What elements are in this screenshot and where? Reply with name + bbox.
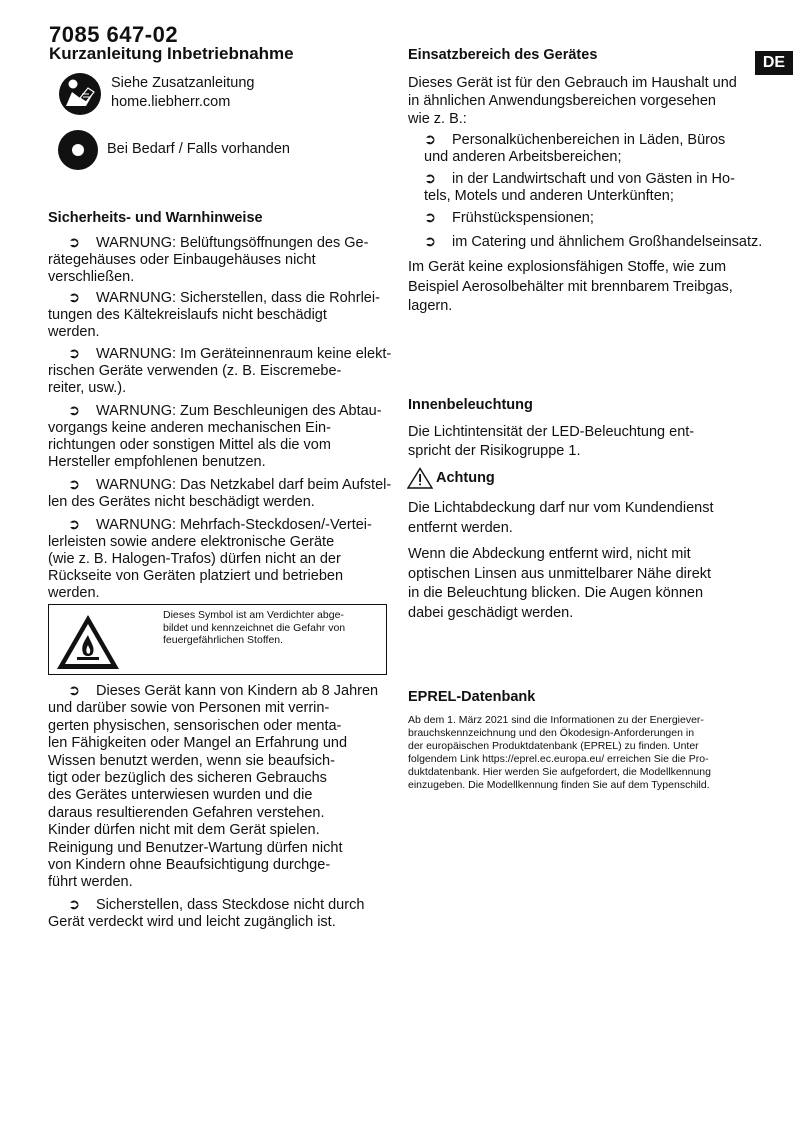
list-item: ➲ WARNUNG: Mehrfach-Steckdosen/-Vertei- lerleisten sowie andere elektronische Geräte (wie z. B. Halogen-Trafos) dürfen nicht an der Rückseite von Geräten platziert und betrieben werden.: [48, 517, 372, 601]
list-item: ➲ Personalküchenbereichen in Läden, Büros und anderen Arbeitsbereichen;: [408, 132, 793, 171]
optional-dot-icon: [58, 130, 98, 170]
arrow-bullet-icon: ➲: [68, 235, 81, 251]
usage-intro: Dieses Gerät ist für den Gebrauch im Haushalt und in ähnlichen Anwendungsbereichen vorgesehen wie z. B.:: [408, 75, 737, 127]
document-number: 7085 647-02: [49, 22, 179, 47]
list-item: ➲ im Catering und ähnlichem Großhandelseinsatz.: [408, 234, 793, 256]
arrow-bullet-icon: ➲: [68, 517, 81, 533]
optional-info: [58, 130, 290, 170]
language-badge: DE: [755, 51, 793, 75]
usage-list: [408, 132, 793, 256]
arrow-bullet-icon: ➲: [68, 477, 81, 493]
list-item: ➲ in der Landwirtschaft und von Gästen in Ho- tels, Motels und anderen Unterkünften;: [408, 171, 793, 210]
list-item: ➲ Dieses Gerät kann von Kindern ab 8 Jahren und darüber sowie von Personen mit verrin- gerten physischen, sensorischen oder menta- len Fähigkeiten oder Mangel an Erfahrung und Wissen benutzt werden, wenn sie beaufsich- tigt oder bezüglich des sicheren Gebrauchs des Gerätes unterwiesen wurden und die daraus resultierenden Gefahren verstehen. Kinder dürfen nicht mit dem Gerät spielen. Reinigung und Benutzer-Wartung dürfen nicht von Kindern ohne Beaufsichtigung durchge- führt werden.: [48, 683, 379, 891]
arrow-bullet-icon: ➲: [68, 290, 81, 306]
symbol-box-text-line: Dieses Symbol ist am Verdichter abge-: [163, 609, 344, 621]
caution-label: Achtung: [436, 470, 495, 486]
lighting-text: Die Lichtintensität der LED-Beleuchtung ent- spricht der Risikogruppe 1.: [408, 424, 695, 459]
safety-list-2: [48, 683, 428, 931]
eprel-heading: EPREL-Datenbank: [408, 689, 536, 705]
list-item: ➲ WARNUNG: Belüftungsöffnungen des Ge- rätegehäuses oder Einbaugehäuses nicht verschließen.: [48, 235, 369, 285]
caution-text-1: Die Lichtabdeckung darf nur vom Kundendienst entfernt werden.: [408, 500, 714, 536]
safety-list: [48, 235, 428, 602]
arrow-bullet-icon: ➲: [424, 132, 437, 148]
usage-outro: Im Gerät keine explosionsfähigen Stoffe, wie zum Beispiel Aerosolbehälter mit brennbarem Treibgas, lagern.: [408, 259, 733, 314]
list-item: ➲ Frühstückspensionen;: [408, 210, 793, 234]
warning-triangle-icon: [407, 467, 433, 489]
supplement-info: [58, 72, 255, 116]
symbol-box-text-line: bildet und kennzeichnet die Gefahr von: [163, 621, 346, 634]
arrow-bullet-icon: ➲: [68, 403, 81, 419]
arrow-bullet-icon: ➲: [424, 171, 437, 187]
list-item: ➲ WARNUNG: Zum Beschleunigen des Abtau- vorgangs keine anderen mechanischen Ein- richtungen oder sonstigen Mittel als die vom Hersteller empfohlenen benutzen.: [48, 403, 382, 470]
list-item: ➲ WARNUNG: Das Netzkabel darf beim Aufstel- len des Gerätes nicht beschädigt werden.: [48, 477, 392, 510]
manual-reader-icon: [58, 72, 102, 116]
list-item: ➲ WARNUNG: Sicherstellen, dass die Rohrlei- tungen des Kältekreislaufs nicht beschädigt werden.: [48, 290, 380, 340]
usage-heading: Einsatzbereich des Gerätes: [408, 47, 598, 63]
arrow-bullet-icon: ➲: [68, 897, 81, 913]
supplement-text: Siehe Zusatzanleitung: [111, 75, 255, 91]
lighting-heading: Innenbeleuchtung: [408, 397, 533, 413]
website-link[interactable]: home.liebherr.com: [111, 94, 231, 110]
flammable-warning-icon: [55, 613, 121, 671]
caution-heading: [407, 467, 495, 489]
caution-text-2: Wenn die Abdeckung entfernt wird, nicht mit optischen Linsen aus unmittelbarer Nähe direkt in die Beleuchtung blicken. Die Augen können dabei geschädigt werden.: [408, 546, 712, 621]
arrow-bullet-icon: ➲: [424, 234, 437, 250]
page-title: Kurzanleitung Inbetriebnahme: [49, 44, 294, 63]
symbol-box-text-line: feuergefährlichen Stoffen.: [163, 634, 284, 646]
arrow-bullet-icon: ➲: [68, 683, 81, 699]
arrow-bullet-icon: ➲: [424, 210, 437, 226]
safety-heading: Sicherheits- und Warnhinweise: [48, 210, 263, 226]
eprel-text: Ab dem 1. März 2021 sind die Informationen zu der Energiever- brauchskennzeichnung und den Ökodesign-Anforderungen in der europäischen Produktdatenbank (EPREL) zu finden. Unter folgendem Link https://eprel.ec.europa.eu/ erreichen Sie die Pro- duktdatenbank. Hier werden Sie aufgefordert, die Modellkennung einzugeben. Die Modellkennung finden Sie auf dem Typenschild.: [408, 714, 711, 791]
flammable-symbol-box: [48, 604, 387, 675]
optional-text: Bei Bedarf / Falls vorhanden: [107, 141, 290, 157]
arrow-bullet-icon: ➲: [68, 346, 81, 362]
list-item: ➲ Sicherstellen, dass Steckdose nicht durch Gerät verdeckt wird und leicht zugänglich ist.: [48, 897, 365, 930]
list-item: ➲ WARNUNG: Im Geräteinnenraum keine elekt- rischen Geräte verwenden (z. B. Eiscremebe- reiter, usw.).: [48, 346, 392, 396]
